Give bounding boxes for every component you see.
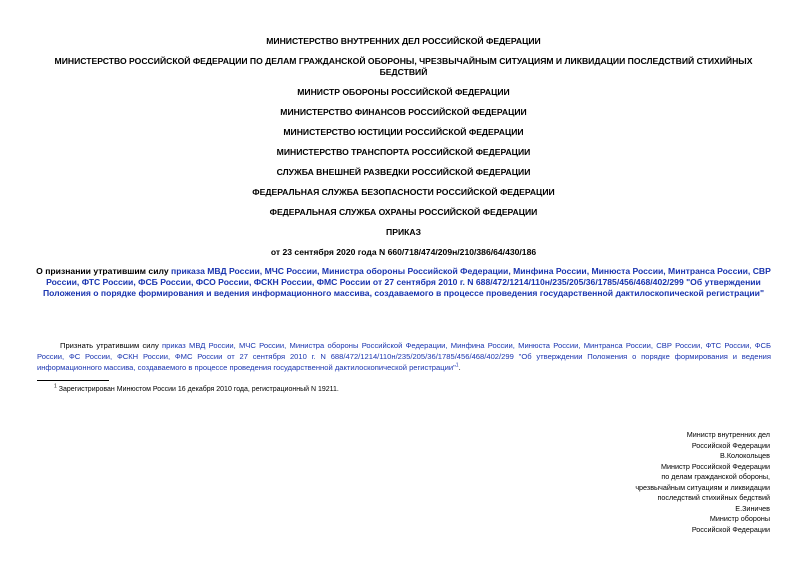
- document-header: [40, 36, 767, 267]
- document-title: [36, 266, 771, 299]
- ministry-defense: МИНИСТР ОБОРОНЫ РОССИЙСКОЙ ФЕДЕРАЦИИ: [297, 86, 510, 97]
- ministry-justice: МИНИСТЕРСТВО ЮСТИЦИИ РОССИЙСКОЙ ФЕДЕРАЦИИ: [283, 126, 524, 137]
- footnote-divider: [37, 380, 109, 381]
- footnote-text: Зарегистрирован Минюстом России 16 декабря 2010 года, регистрационный N 19211.: [58, 386, 339, 393]
- ministry-transport: МИНИСТЕРСТВО ТРАНСПОРТА РОССИЙСКОЙ ФЕДЕРАЦИИ: [276, 146, 531, 157]
- signature-line: чрезвычайным ситуациям и ликвидации: [635, 482, 770, 492]
- footnote-mark: 1: [54, 383, 57, 390]
- signature-name: Е.Зиничев: [735, 503, 770, 513]
- signature-line: последствий стихийных бедствий: [657, 493, 770, 502]
- foreign-intelligence-service: СЛУЖБА ВНЕШНЕЙ РАЗВЕДКИ РОССИЙСКОЙ ФЕДЕРАЦИИ: [276, 166, 531, 177]
- signature-line: Министр обороны: [709, 514, 770, 523]
- footnote-reference[interactable]: 1: [455, 362, 459, 369]
- ministry-mvd: МИНИСТЕРСТВО ВНУТРЕННИХ ДЕЛ РОССИЙСКОЙ ФЕДЕРАЦИИ: [266, 36, 541, 46]
- federal-security-service: ФЕДЕРАЛЬНАЯ СЛУЖБА БЕЗОПАСНОСТИ РОССИЙСКОЙ ФЕДЕРАЦИИ: [252, 186, 555, 197]
- footnote: [54, 385, 339, 394]
- ministry-finance: МИНИСТЕРСТВО ФИНАНСОВ РОССИЙСКОЙ ФЕДЕРАЦИИ: [280, 106, 527, 117]
- title-order-link[interactable]: приказа МВД России, МЧС России, Министра обороны Российской Федерации, Минфина России, Минюста России, Минтранса России, СВР России, ФТС России, ФСБ России, ФСО России, ФСКН России, ФМС России от 27 сентября 2010 г. N 688/472/1214/110н/235/205/36/1785/456/468/402/299 "Об утверждении Положения о порядке формирования и ведения информационного массива, создаваемого в процессе проведения государственной дактилоскопической регистрации": [42, 266, 771, 298]
- signature-line: Министр внутренних дел: [686, 430, 770, 439]
- body-suffix: .: [458, 363, 461, 372]
- federal-protective-service: ФЕДЕРАЛЬНАЯ СЛУЖБА ОХРАНЫ РОССИЙСКОЙ ФЕДЕРАЦИИ: [269, 206, 538, 217]
- signature-line: Российской Федерации: [691, 524, 770, 534]
- body-order-link[interactable]: приказ МВД России, МЧС России, Министра обороны Российской Федерации, Минфина России, Минюста России, Минтранса России, СВР России, ФТС России, ФСБ России, ФС России, ФСКН России, ФМС России от 27 сентября 2010 г. N 688/472/1214/110н/235/205/36/1785/456/468/402/299 "Об утверждении Положения о порядке формирования и ведения информационного массива, создаваемого в процессе проведения государственной дактилоскопической регистрации": [37, 341, 771, 372]
- document-date-number: от 23 сентября 2020 года N 660/718/474/209н/210/386/64/430/186: [270, 246, 537, 257]
- signature-block: [570, 430, 770, 535]
- document-type: ПРИКАЗ: [386, 226, 421, 237]
- signature-line: Российской Федерации: [691, 440, 770, 450]
- body-prefix: Признать утратившим силу: [60, 341, 163, 350]
- document-body-paragraph: [37, 340, 771, 373]
- signature-line: по делам гражданской обороны,: [661, 472, 770, 481]
- ministry-mchs: МИНИСТЕРСТВО РОССИЙСКОЙ ФЕДЕРАЦИИ ПО ДЕЛАМ ГРАЖДАНСКОЙ ОБОРОНЫ, ЧРЕЗВЫЧАЙНЫМ СИТУАЦИЯМ И ЛИКВИДАЦИИ ПОСЛЕДСТВИЙ СТИХИЙНЫХ БЕДСТВИЙ: [54, 56, 753, 77]
- signature-line: Министр Российской Федерации: [660, 461, 770, 471]
- signature-name: В.Колокольцев: [720, 451, 770, 460]
- title-prefix: О признании утратившим силу: [36, 266, 172, 276]
